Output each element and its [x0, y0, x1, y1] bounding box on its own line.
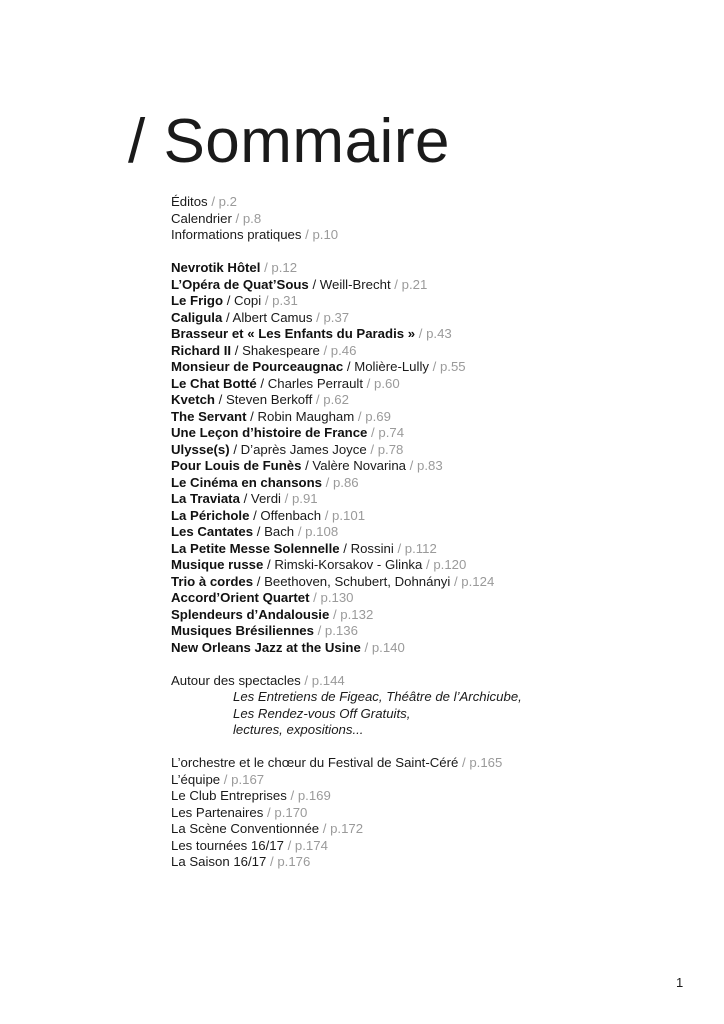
toc-entry-page: / p.37	[312, 309, 350, 325]
toc-entry-label: Calendrier	[171, 210, 232, 226]
toc-entry	[171, 574, 671, 591]
toc-entry-page: / p.91	[280, 491, 318, 506]
toc-entry-title: Musique russe	[171, 557, 264, 572]
toc-entry	[171, 491, 671, 508]
toc-entry-author: / Verdi	[239, 491, 281, 506]
toc-entry-page: / p.10	[301, 227, 339, 242]
toc-entry	[171, 392, 671, 409]
toc-entry-page: / p.174	[283, 837, 328, 853]
toc-entry-page: / p.176	[266, 854, 311, 869]
toc-entry-author: / Steven Berkoff	[214, 392, 313, 407]
toc-entry-page: / p.31	[261, 293, 298, 308]
toc-entry	[171, 541, 671, 558]
toc-entry-author: / Molière-Lully	[343, 359, 429, 374]
toc-entry-author: / Copi	[223, 293, 262, 308]
toc-entry-page: / p.165	[458, 755, 503, 770]
toc-entry-label: Le Club Entreprises	[171, 788, 287, 803]
toc-entry	[171, 788, 671, 805]
toc-entry-page: / p.55	[428, 359, 466, 374]
toc-entry-detail: lectures, expositions...	[233, 722, 364, 737]
toc-entry-page: / p.78	[366, 441, 404, 457]
toc-entry-title: La Périchole	[171, 507, 250, 523]
toc-entry-author: / D’après James Joyce	[229, 441, 367, 457]
toc-entry	[171, 673, 671, 690]
toc-entry-title: Kvetch	[171, 392, 215, 407]
toc-entry-title: The Servant	[171, 408, 247, 424]
toc-entry-page: / p.8	[231, 210, 262, 226]
toc-entry	[171, 838, 671, 855]
toc-group-autour	[171, 673, 671, 739]
toc-entry-title: Accord’Orient Quartet	[171, 590, 310, 605]
toc-entry-label: L’orchestre et le chœur du Festival de Saint-Céré	[171, 755, 459, 770]
toc-entry	[171, 557, 671, 574]
toc-entry-title: Monsieur de Pourceaugnac	[171, 359, 344, 374]
toc-entry-label: L’équipe	[171, 771, 221, 787]
toc-entry-title: Le Chat Botté	[171, 375, 257, 391]
page-title: / Sommaire	[128, 107, 450, 176]
toc-entry	[171, 277, 671, 294]
toc-entry-page: / p.169	[286, 788, 331, 803]
toc-entry-page: / p.140	[360, 639, 405, 655]
toc-entry-title: Le Cinéma en chansons	[171, 474, 322, 490]
toc-entry-page: / p.69	[354, 408, 391, 424]
toc-entry-label: Les tournées 16/17	[171, 837, 284, 853]
toc-entry	[171, 310, 671, 327]
toc-entry-page: / p.124	[450, 573, 495, 589]
page-number: 1	[676, 975, 684, 990]
toc-entry-title: Richard II	[171, 342, 232, 358]
toc-entry-author: / Offenbach	[249, 507, 322, 523]
toc-entry-author: / Weill-Brecht	[308, 276, 391, 292]
toc-group-general	[171, 194, 671, 244]
toc-entry-page: / p.108	[294, 524, 339, 539]
toc-entry-page: / p.112	[393, 540, 437, 556]
toc-entry-title: Une Leçon d’histoire de France	[171, 425, 368, 440]
toc-entry-label: La Scène Conventionnée	[171, 821, 320, 836]
toc-entry-page: / p.46	[319, 342, 357, 358]
toc-entry-page: / p.86	[321, 474, 359, 490]
toc-entry-label: Éditos	[171, 194, 208, 209]
toc-entry-page: / p.12	[260, 260, 298, 275]
toc-entry-detail: Les Entretiens de Figeac, Théâtre de l’Archicube,	[233, 689, 522, 704]
toc-entry	[171, 524, 671, 541]
toc-entry-page: / p.43	[415, 326, 452, 341]
toc-entry-label: Autour des spectacles	[171, 672, 301, 688]
toc-entry-title: Les Cantates	[171, 524, 254, 539]
toc-entry-page: / p.120	[422, 557, 467, 572]
toc-entry-author: / Shakespeare	[231, 342, 320, 358]
toc-spacer	[171, 244, 671, 261]
toc-entry-label: Informations pratiques	[171, 227, 302, 242]
toc-entry	[171, 607, 671, 624]
toc-entry	[171, 227, 671, 244]
toc-entry-author: / Charles Perrault	[256, 375, 363, 391]
toc-entry-title: La Traviata	[171, 491, 240, 506]
toc-entry-title: L’Opéra de Quat’Sous	[171, 276, 309, 292]
toc-entry-label: Les Partenaires	[171, 804, 264, 820]
toc-entry	[171, 260, 671, 277]
toc-entry-title: La Petite Messe Solennelle	[171, 540, 340, 556]
toc-entry	[171, 475, 671, 492]
toc-entry-title: Splendeurs d’Andalousie	[171, 606, 330, 622]
toc-entry-author: / Bach	[253, 524, 295, 539]
toc-entry-page: / p.83	[406, 458, 443, 473]
toc-entry-author: / Rossini	[339, 540, 394, 556]
toc-entry	[171, 211, 671, 228]
toc-entry	[171, 772, 671, 789]
toc-entry	[171, 194, 671, 211]
toc-entry-page: / p.132	[329, 606, 374, 622]
toc-entry-title: Le Frigo	[171, 293, 224, 308]
toc-spacer	[171, 739, 671, 756]
toc-entry	[171, 425, 671, 442]
toc-entry-page: / p.62	[312, 392, 349, 407]
toc-group-spectacles	[171, 260, 671, 656]
toc-entry	[171, 640, 671, 657]
toc-entry	[171, 590, 671, 607]
toc-entry-author: / Beethoven, Schubert, Dohnányi	[253, 573, 451, 589]
toc-entry	[171, 359, 671, 376]
toc-entry	[171, 343, 671, 360]
toc-entry-page: / p.136	[313, 623, 358, 638]
toc-entry-title: Musiques Brésiliennes	[171, 623, 314, 638]
toc-entry-page: / p.2	[207, 194, 237, 209]
toc-entry-page: / p.101	[321, 507, 366, 523]
toc-entry	[171, 326, 671, 343]
toc-entry-author: / Rimski-Korsakov - Glinka	[263, 557, 423, 572]
toc-entry	[171, 623, 671, 640]
toc-entry-page: / p.144	[300, 672, 345, 688]
toc-entry	[171, 805, 671, 822]
toc-entry-page: / p.74	[367, 425, 405, 440]
toc-entry-title: Nevrotik Hôtel	[171, 260, 261, 275]
toc-entry-page: / p.130	[309, 590, 354, 605]
toc-entry	[171, 293, 671, 310]
toc-entry-title: Ulysse(s)	[171, 441, 230, 457]
toc-entry	[171, 508, 671, 525]
toc-entry-title: Brasseur et « Les Enfants du Paradis »	[171, 326, 416, 341]
toc-entry-page: / p.167	[220, 771, 265, 787]
toc-entry-page: / p.21	[390, 276, 428, 292]
toc-entry-author: / Valère Novarina	[301, 458, 406, 473]
toc-entry-page: / p.170	[263, 804, 308, 820]
toc-entry-detail: Les Rendez-vous Off Gratuits,	[233, 705, 411, 721]
toc-entry	[171, 854, 671, 871]
toc-entry-page: / p.172	[319, 821, 364, 836]
toc-entry-title: New Orleans Jazz at the Usine	[171, 639, 361, 655]
toc-entry-author: / Albert Camus	[222, 309, 313, 325]
toc-entry-label: La Saison 16/17	[171, 854, 267, 869]
toc-entry	[171, 755, 671, 772]
toc-entry	[171, 442, 671, 459]
toc-entry	[171, 376, 671, 393]
toc-group-festival	[171, 755, 671, 871]
toc-entry-title: Caligula	[171, 309, 223, 325]
toc-spacer	[171, 656, 671, 673]
toc-entry	[171, 821, 671, 838]
toc-entry-author: / Robin Maugham	[246, 408, 355, 424]
toc-entry	[171, 409, 671, 426]
toc-entry-title: Trio à cordes	[171, 573, 254, 589]
toc-entry-title: Pour Louis de Funès	[171, 458, 302, 473]
toc-entry	[171, 458, 671, 475]
table-of-contents	[171, 194, 671, 871]
toc-entry-page: / p.60	[363, 375, 400, 391]
